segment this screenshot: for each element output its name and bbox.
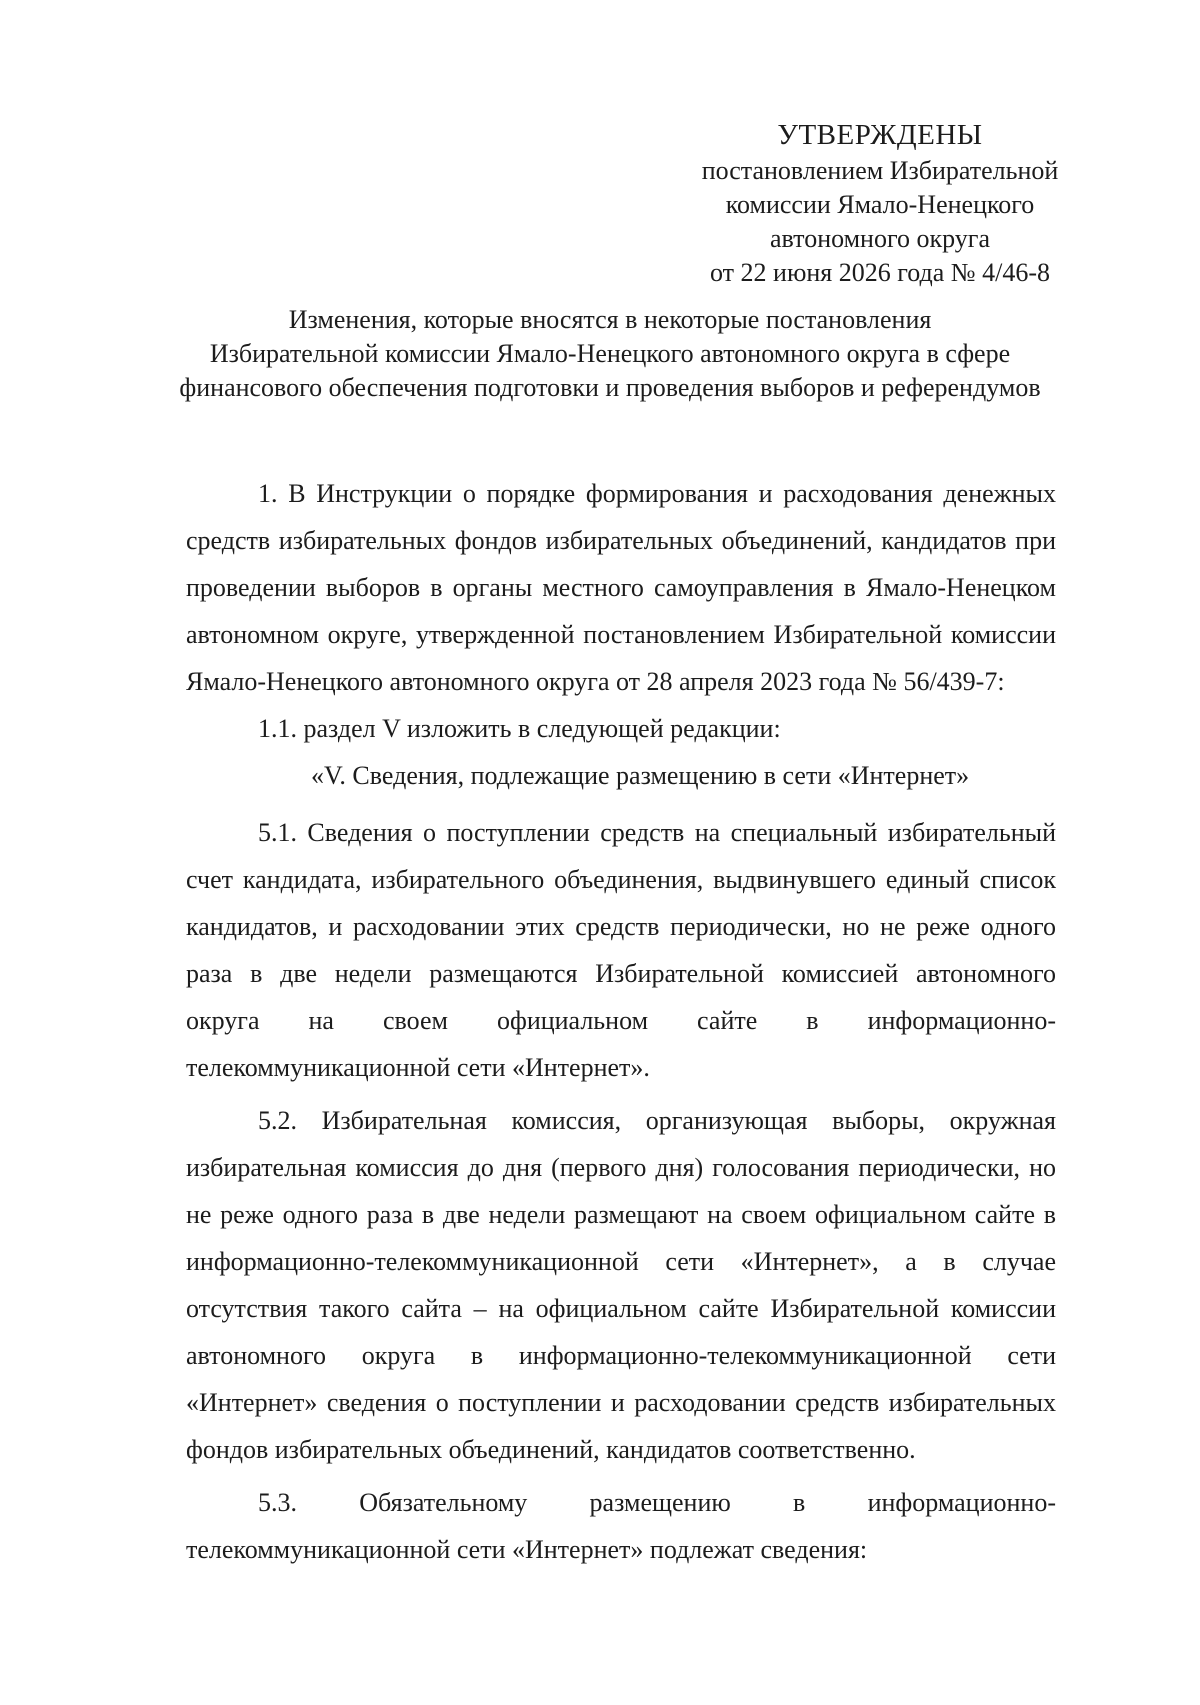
paragraph-5-3: 5.3. Обязательному размещению в информационно-телекоммуникационной сети «Интернет» подлежат сведения: [186,1488,1056,1564]
paragraph-1-1: 1.1. раздел V изложить в следующей редакции: [258,714,781,743]
document-title [170,303,1050,405]
approval-line: постановлением Избирательной [701,156,1059,185]
section-heading-v: «V. Сведения, подлежащие размещению в сети «Интернет» [311,761,970,790]
approval-line: комиссии Ямало-Ненецкого [725,190,1035,219]
paragraph-5-1: 5.1. Сведения о поступлении средств на специальный избирательный счет кандидата, избирательного объединения, выдвинувшего единый список кандидатов, и расходовании этих средств периодически, но не реже одного раза в две недели размещаются Избирательной комиссией автономного округа на своем официальном сайте в информационно-телекоммуникационной сети «Интернет». [186,818,1056,1082]
title-line: Изменения, которые вносятся в некоторые постановления [288,305,932,334]
paragraph-5-2: 5.2. Избирательная комиссия, организующая выборы, окружная избирательная комиссия до дня (первого дня) голосования периодически, но не реже одного раза в две недели размещают на своем официальном сайте в информационно-телекоммуникационной сети «Интернет», а в случае отсутствия такого сайта – на официальном сайте Избирательной комиссии автономного округа в информационно-телекоммуникационной сети «Интернет» сведения о поступлении и расходовании средств избирательных фондов избирательных объединений, кандидатов соответственно. [186,1106,1056,1464]
approval-heading: УТВЕРЖДЕНЫ [777,119,983,151]
paragraph-1: 1. В Инструкции о порядке формирования и расходования денежных средств избирательных фондов избирательных объединений, кандидатов при проведении выборов в органы местного самоуправления в Ямало-Ненецком автономном округе, утвержденной постановлением Избирательной комиссии Ямало-Ненецкого автономного округа от 28 апреля 2023 года № 56/439-7: [186,479,1056,696]
approval-block [700,118,1060,290]
title-line: финансового обеспечения подготовки и проведения выборов и референдумов [179,373,1041,402]
approval-line: автономного округа [770,224,990,253]
document-body [186,470,1056,1573]
approval-date-number: от 22 июня 2026 года № 4/46-8 [710,258,1050,287]
title-line: Избирательной комиссии Ямало-Ненецкого автономного округа в сфере [209,339,1011,368]
